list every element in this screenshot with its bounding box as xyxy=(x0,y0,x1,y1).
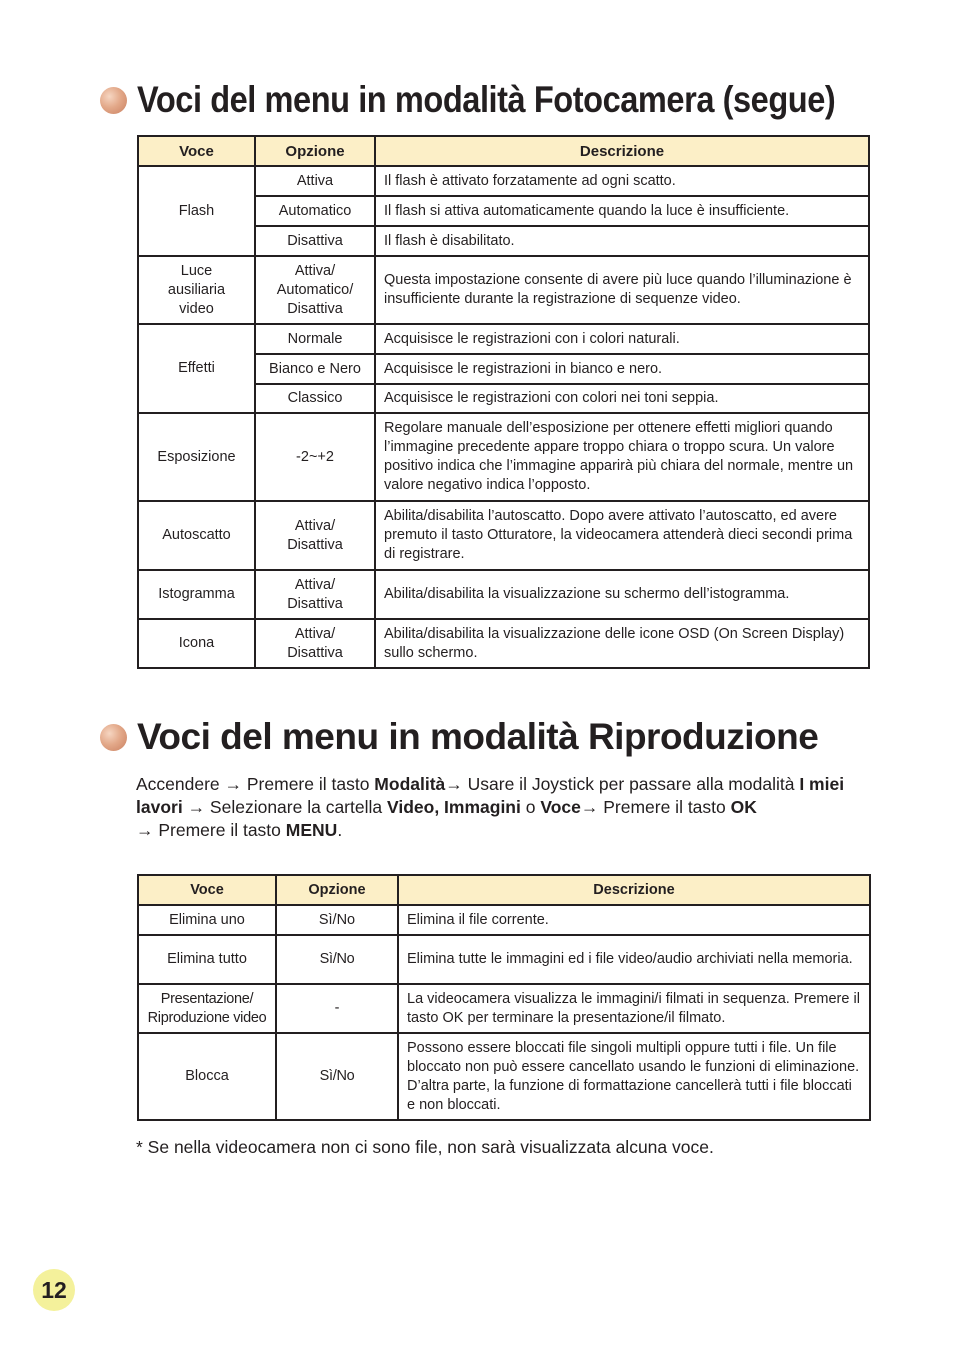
cell-descrizione: Regolare manuale dell’esposizione per ottenere effetti migliori quando l’immagine precedente appare troppo chiara o troppo scura. Un valore positivo indica che l’immagine apparirà più chiara del normale, mentre un valore negativo indica l’opposto. xyxy=(375,413,869,501)
cell-line: Disattiva xyxy=(287,595,343,612)
cell-voce: Flash xyxy=(138,166,255,256)
cell-line: Attiva/ xyxy=(294,262,336,279)
cell-line: Attiva/ xyxy=(294,625,336,642)
playback-menu-table xyxy=(137,874,871,1121)
cell-descrizione: Il flash è attivato forzatamente ad ogni scatto. xyxy=(375,166,869,196)
cell-opzione: - xyxy=(276,984,398,1033)
page-number: 12 xyxy=(33,1269,75,1311)
cell-line: Disattiva xyxy=(287,644,343,661)
table-row xyxy=(138,166,869,196)
table-row xyxy=(138,905,870,935)
column-header: Opzione xyxy=(255,136,375,166)
cell-opzione: -2~+2 xyxy=(255,413,375,501)
intro-text: → Premere il tasto xyxy=(580,797,731,817)
cell-opzione xyxy=(255,570,375,619)
cell-descrizione: Elimina il file corrente. xyxy=(398,905,870,935)
cell-voce: Effetti xyxy=(138,324,255,413)
cell-descrizione: Questa impostazione consente di avere più luce quando l’illuminazione è insufficiente durante la registrazione di sequenze video. xyxy=(375,256,869,324)
cell-line: Attiva/ xyxy=(294,517,336,534)
cell-voce: Elimina tutto xyxy=(138,935,276,984)
cell-line: Disattiva xyxy=(287,536,343,553)
intro-bold: OK xyxy=(730,797,757,817)
table-row xyxy=(138,324,869,354)
cell-opzione: Disattiva xyxy=(255,226,375,256)
cell-opzione: Sì/No xyxy=(276,935,398,984)
cell-descrizione: La videocamera visualizza le immagini/i filmati in sequenza. Premere il tasto OK per terminare la presentazione/il filmato. xyxy=(398,984,870,1033)
cell-opzione xyxy=(255,501,375,570)
cell-line: Automatico/ xyxy=(276,281,354,298)
table-row xyxy=(138,619,869,668)
intro-text: o xyxy=(520,797,541,817)
intro-text: → Usare il Joystick per passare alla modalità xyxy=(445,774,800,794)
table-header-row xyxy=(138,136,869,166)
cell-opzione xyxy=(255,256,375,324)
cell-descrizione: Possono essere bloccati file singoli multipli oppure tutti i file. Un file bloccato non può essere cancellato usando le funzioni di eliminazione. D’altra parte, la funzione di formattazione cancellerà tutti i file bloccati e non bloccati. xyxy=(398,1033,870,1120)
cell-descrizione: Acquisisce le registrazioni con colori nei toni seppia. xyxy=(375,384,869,413)
intro-bold: Voce xyxy=(540,797,581,817)
cell-line: ausiliaria xyxy=(167,281,226,298)
cell-descrizione: Abilita/disabilita l’autoscatto. Dopo avere attivato l’autoscatto, ed avere premuto il tasto Otturatore, la videocamera attenderà dieci secondi prima di registrare. xyxy=(375,501,869,570)
camera-menu-table xyxy=(137,135,870,669)
cell-line: Riproduzione video xyxy=(147,1009,267,1026)
cell-line: Luce xyxy=(180,262,213,279)
cell-descrizione: Il flash si attiva automaticamente quando la luce è insufficiente. xyxy=(375,196,869,226)
cell-opzione: Bianco e Nero xyxy=(255,354,375,384)
cell-voce: Elimina uno xyxy=(138,905,276,935)
cell-opzione: Sì/No xyxy=(276,1033,398,1120)
table-header-row xyxy=(138,875,870,905)
cell-voce: Esposizione xyxy=(138,413,255,501)
cell-opzione: Attiva xyxy=(255,166,375,196)
cell-descrizione: Acquisisce le registrazioni in bianco e nero. xyxy=(375,354,869,384)
column-header: Voce xyxy=(138,875,276,905)
intro-bold: I miei lavori xyxy=(136,774,845,817)
cell-opzione: Automatico xyxy=(255,196,375,226)
table-row xyxy=(138,935,870,984)
cell-opzione: Classico xyxy=(255,384,375,413)
section-heading xyxy=(100,79,931,121)
intro-text: . xyxy=(337,820,343,840)
section-heading xyxy=(100,716,818,758)
intro-text: Accendere → Premere il tasto xyxy=(136,774,375,794)
footnote: * Se nella videocamera non ci sono file, non sarà visualizzata alcuna voce. xyxy=(136,1137,714,1157)
table-row xyxy=(138,256,869,324)
column-header: Opzione xyxy=(276,875,398,905)
intro-bold: Video, Immagini xyxy=(386,797,521,817)
cell-descrizione: Abilita/disabilita la visualizzazione su schermo dell’istogramma. xyxy=(375,570,869,619)
section-title: Voci del menu in modalità Fotocamera (segue) xyxy=(137,79,836,120)
cell-line: Disattiva xyxy=(287,300,343,317)
cell-opzione xyxy=(255,619,375,668)
cell-line: video xyxy=(179,300,214,317)
section-title: Voci del menu in modalità Riproduzione xyxy=(137,716,819,757)
column-header: Voce xyxy=(138,136,255,166)
cell-descrizione: Abilita/disabilita la visualizzazione delle icone OSD (On Screen Display) sullo schermo. xyxy=(375,619,869,668)
table-row xyxy=(138,413,869,501)
intro-bold: MENU xyxy=(285,820,338,840)
cell-voce xyxy=(138,984,276,1033)
bullet-circle-icon xyxy=(100,87,127,114)
cell-descrizione: Acquisisce le registrazioni con i colori naturali. xyxy=(375,324,869,354)
intro-text: → Premere il tasto xyxy=(136,820,286,840)
intro-paragraph xyxy=(136,773,876,842)
bullet-circle-icon xyxy=(100,724,127,751)
cell-line: Presentazione/ xyxy=(160,990,254,1007)
cell-line: Attiva/ xyxy=(294,576,336,593)
cell-voce: Icona xyxy=(138,619,255,668)
cell-descrizione: Il flash è disabilitato. xyxy=(375,226,869,256)
cell-voce xyxy=(138,256,255,324)
cell-voce: Autoscatto xyxy=(138,501,255,570)
table-row xyxy=(138,501,869,570)
column-header: Descrizione xyxy=(375,136,869,166)
intro-bold: Modalità xyxy=(374,774,446,794)
cell-opzione: Normale xyxy=(255,324,375,354)
column-header: Descrizione xyxy=(398,875,870,905)
table-row xyxy=(138,984,870,1033)
cell-opzione: Sì/No xyxy=(276,905,398,935)
table-row xyxy=(138,570,869,619)
cell-descrizione: Elimina tutte le immagini ed i file video/audio archiviati nella memoria. xyxy=(398,935,870,984)
cell-voce: Istogramma xyxy=(138,570,255,619)
cell-voce: Blocca xyxy=(138,1033,276,1120)
intro-text: → Selezionare la cartella xyxy=(182,797,387,817)
table-row xyxy=(138,1033,870,1120)
